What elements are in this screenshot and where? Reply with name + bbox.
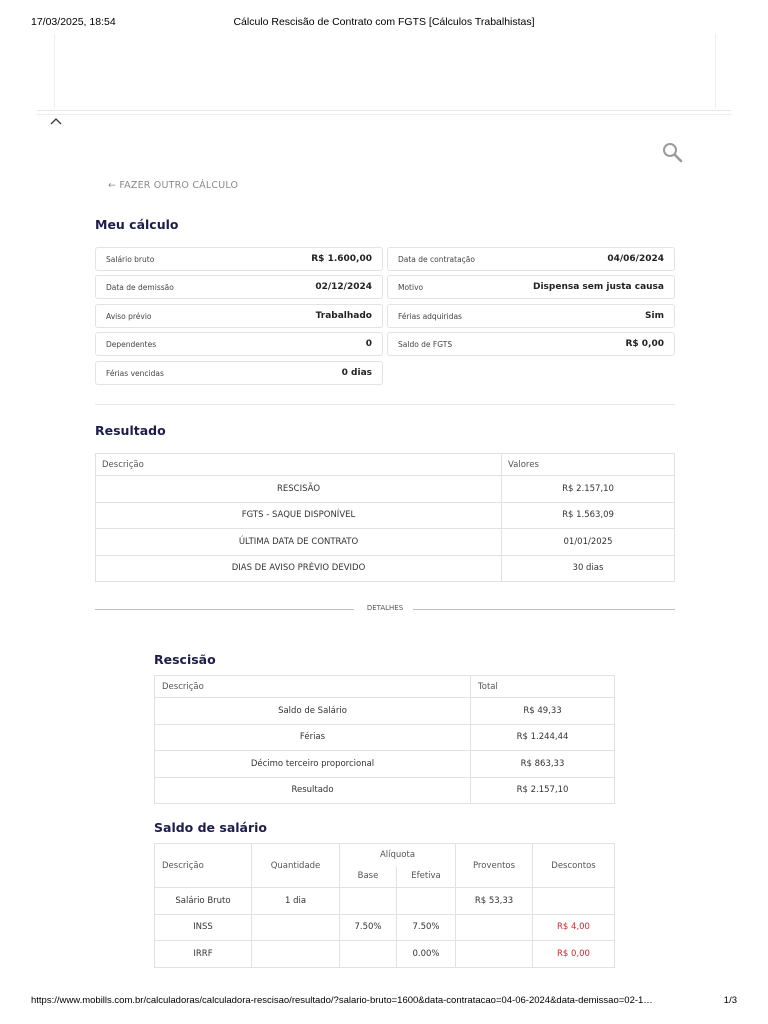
table-cell: [533, 888, 615, 915]
table-row: [155, 888, 615, 915]
column-header: Descontos: [533, 844, 615, 888]
table-cell: 30 dias: [502, 555, 675, 582]
field-value: Sim: [645, 311, 664, 321]
column-header: Descrição: [96, 454, 502, 476]
embedded-frame: [54, 34, 716, 108]
field-label: Férias adquiridas: [398, 312, 462, 321]
table-cell: Décimo terceiro proporcional: [155, 751, 471, 778]
table-row: [155, 941, 615, 968]
table-cell: [340, 941, 397, 968]
chevron-up-icon[interactable]: [49, 115, 63, 127]
field-saldo-fgts: [387, 332, 675, 356]
field-value: R$ 0,00: [625, 339, 664, 349]
table-cell: [252, 914, 340, 941]
section-title-resultado: Resultado: [95, 423, 166, 438]
table-cell: R$ 863,33: [471, 751, 615, 778]
table-header-row: [155, 844, 615, 866]
column-header: Alíquota: [340, 844, 456, 866]
table-cell: 01/01/2025: [502, 529, 675, 556]
field-ferias-adquiridas: [387, 304, 675, 328]
column-header: Base: [340, 866, 397, 888]
search-icon[interactable]: [661, 141, 683, 163]
table-cell: [340, 888, 397, 915]
field-label: Motivo: [398, 283, 424, 292]
table-row: [155, 914, 615, 941]
back-link[interactable]: ← FAZER OUTRO CÁLCULO: [108, 180, 239, 191]
field-value: 04/06/2024: [607, 254, 664, 264]
column-header: Total: [471, 676, 615, 698]
column-header: Valores: [502, 454, 675, 476]
field-label: Férias vencidas: [106, 369, 164, 378]
table-cell: R$ 1.244,44: [471, 724, 615, 751]
table-cell: ÚLTIMA DATA DE CONTRATO: [96, 529, 502, 556]
field-value: 0: [365, 339, 372, 349]
table-cell: [456, 941, 533, 968]
column-header: Efetiva: [397, 866, 456, 888]
field-dependentes: [95, 332, 383, 356]
section-title-rescisao: Rescisão: [154, 652, 216, 667]
table-row: [155, 698, 615, 725]
section-divider: [95, 404, 675, 405]
header-divider: [37, 114, 731, 115]
saldo-salario-table: [154, 843, 615, 968]
table-cell: 7.50%: [397, 914, 456, 941]
table-cell: RESCISÃO: [96, 476, 502, 503]
resultado-table: [95, 453, 675, 582]
page-number: 1/3: [723, 995, 737, 1006]
table-cell: INSS: [155, 914, 252, 941]
field-ferias-vencidas: [95, 361, 383, 385]
rescisao-table: [154, 675, 615, 804]
table-cell: Férias: [155, 724, 471, 751]
table-cell: R$ 49,33: [471, 698, 615, 725]
detalhes-divider: [95, 603, 675, 615]
print-footer: [31, 995, 737, 1009]
table-cell: Resultado: [155, 777, 471, 804]
table-header-row: [155, 676, 615, 698]
field-data-contratacao: [387, 247, 675, 271]
table-cell: [252, 941, 340, 968]
divider-line: [413, 609, 675, 610]
field-value: R$ 1.600,00: [311, 254, 372, 264]
table-cell: FGTS - SAQUE DISPONÍVEL: [96, 502, 502, 529]
table-cell: Saldo de Salário: [155, 698, 471, 725]
table-row: [155, 724, 615, 751]
field-value: 02/12/2024: [315, 282, 372, 292]
print-page-title: Cálculo Rescisão de Contrato com FGTS [Cálculos Trabalhistas]: [233, 16, 535, 28]
table-row: [96, 502, 675, 529]
table-cell: [397, 888, 456, 915]
print-header: [31, 16, 737, 30]
field-label: Data de contratação: [398, 255, 475, 264]
column-header: Quantidade: [252, 844, 340, 888]
table-cell: DIAS DE AVISO PRÉVIO DEVIDO: [96, 555, 502, 582]
field-value: Dispensa sem justa causa: [532, 282, 664, 292]
table-cell: 1 dia: [252, 888, 340, 915]
field-label: Aviso prévio: [106, 312, 152, 321]
field-label: Data de demissão: [106, 283, 174, 292]
table-cell: R$ 1.563,09: [502, 502, 675, 529]
table-row: [96, 529, 675, 556]
field-value: 0 dias: [341, 368, 372, 378]
field-label: Salário bruto: [106, 255, 155, 264]
column-header: Proventos: [456, 844, 533, 888]
table-row: [96, 476, 675, 503]
field-motivo: [387, 275, 675, 299]
detalhes-label: DETALHES: [366, 604, 404, 612]
table-cell: 7.50%: [340, 914, 397, 941]
table-cell: R$ 0,00: [533, 941, 615, 968]
table-cell: [456, 914, 533, 941]
table-header-row: [96, 454, 675, 476]
field-aviso-previo: [95, 304, 383, 328]
table-cell: R$ 2.157,10: [502, 476, 675, 503]
table-row: [155, 751, 615, 778]
table-cell: R$ 2.157,10: [471, 777, 615, 804]
field-data-demissao: [95, 275, 383, 299]
table-cell: Salário Bruto: [155, 888, 252, 915]
table-cell: R$ 4,00: [533, 914, 615, 941]
print-url: https://www.mobills.com.br/calculadoras/calculadora-rescisao/resultado/?salario-bruto=1600&data-contratacao=04-06-2024&data-demissao=02-1…: [31, 995, 653, 1006]
section-title-meu-calculo: Meu cálculo: [95, 217, 179, 232]
column-header: Descrição: [155, 676, 471, 698]
table-cell: 0.00%: [397, 941, 456, 968]
column-header: Descrição: [155, 844, 252, 888]
table-row: [155, 777, 615, 804]
table-cell: IRRF: [155, 941, 252, 968]
table-cell: R$ 53,33: [456, 888, 533, 915]
header-divider: [37, 110, 731, 111]
field-value: Trabalhado: [315, 311, 372, 321]
print-datetime: 17/03/2025, 18:54: [31, 16, 116, 28]
field-label: Dependentes: [106, 340, 157, 349]
field-label: Saldo de FGTS: [398, 340, 453, 349]
field-salario-bruto: [95, 247, 383, 271]
table-row: [96, 555, 675, 582]
section-title-saldo-salario: Saldo de salário: [154, 820, 268, 835]
